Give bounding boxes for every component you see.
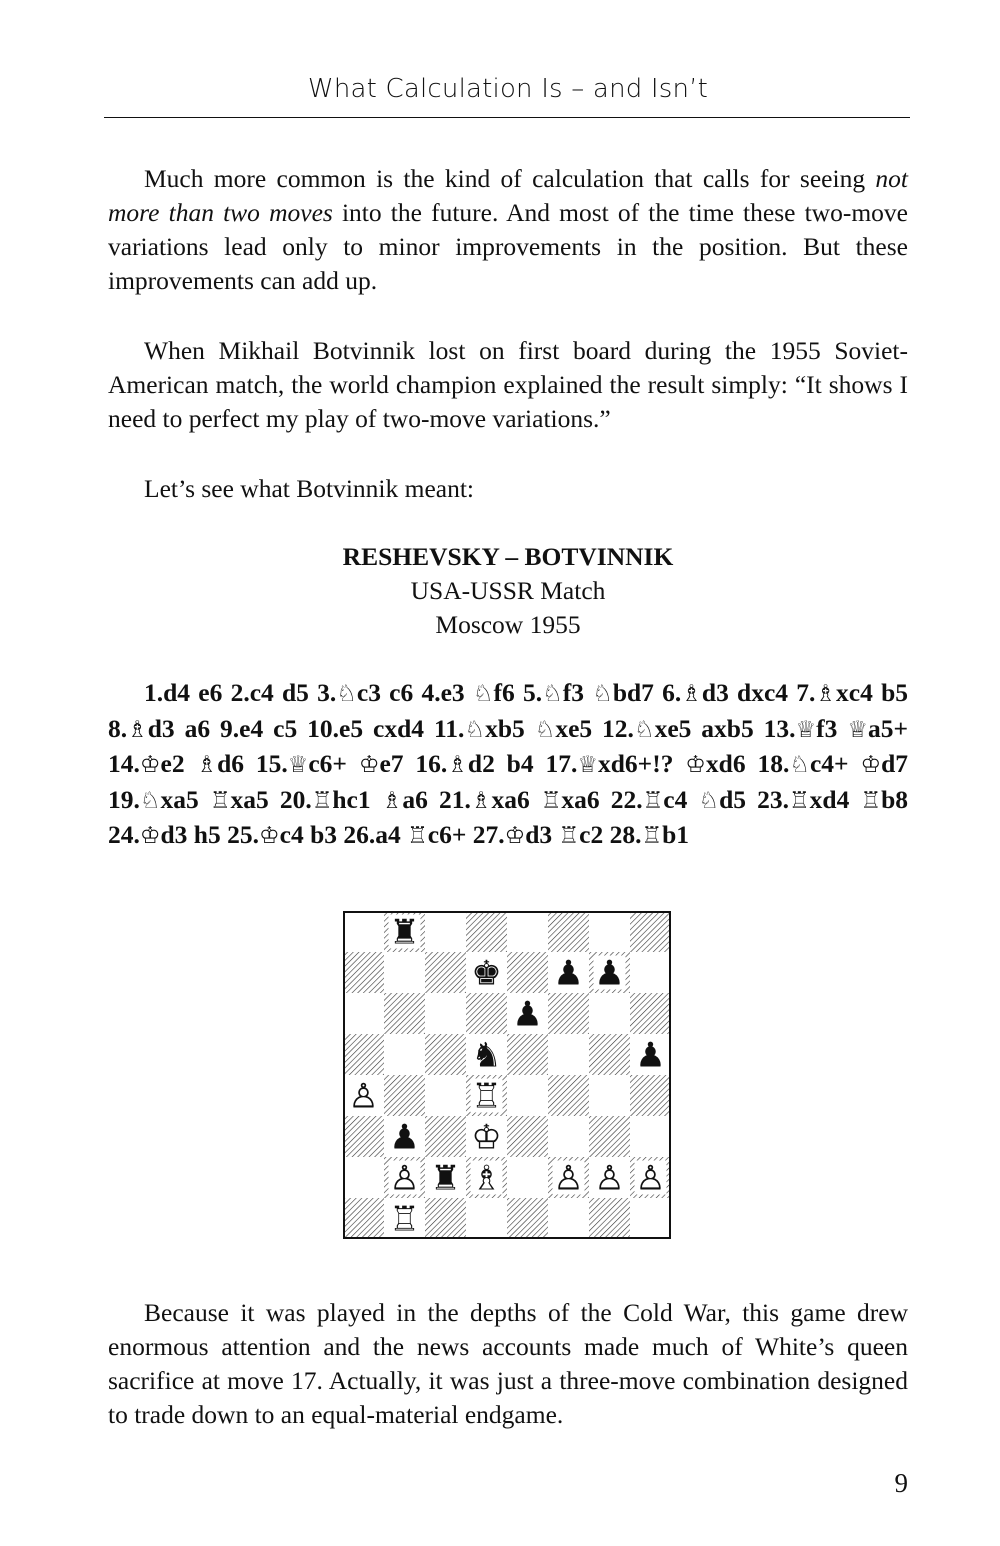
paragraph-3: Let’s see what Botvinnik meant: <box>144 474 475 503</box>
figurine-icon: ♕ <box>847 716 868 743</box>
light-square <box>630 952 671 993</box>
paragraph-1-emphasis: not more than two moves <box>108 164 908 227</box>
figurine-icon: ♖ <box>407 823 428 849</box>
chess-piece-f2: ♙ <box>553 1158 584 1199</box>
light-square <box>507 911 548 952</box>
dark-square <box>384 1075 425 1116</box>
figurine-icon: ♗ <box>127 716 148 743</box>
light-square <box>589 993 630 1034</box>
chess-piece-b1: ♖ <box>389 1199 420 1239</box>
game-event: USA-USSR Match <box>410 576 606 605</box>
light-square <box>425 993 466 1034</box>
figurine-icon: ♘ <box>592 681 613 707</box>
figurine-icon: ♖ <box>558 823 580 849</box>
page-number: 9 <box>894 1468 908 1498</box>
paragraph-2: When Mikhail Botvinnik lost on first board during the 1955 Soviet-American match, the world champion explained the result simply: “It shows I need to perfect my play of two-move variations.” <box>108 336 908 433</box>
dark-square <box>507 1198 548 1239</box>
light-square <box>425 1075 466 1116</box>
figurine-icon: ♕ <box>287 752 309 778</box>
chess-piece-c2: ♜ <box>430 1158 461 1199</box>
light-square <box>589 1075 630 1116</box>
figurine-icon: ♔ <box>139 752 161 778</box>
chess-piece-b3: ♟ <box>389 1117 420 1158</box>
light-square <box>343 993 384 1034</box>
game-place: Moscow 1955 <box>435 610 581 639</box>
paragraph-1-start: Much more common is the kind of calculation that calls for seeing <box>144 164 876 193</box>
figurine-icon: ♔ <box>685 752 706 778</box>
chess-diagram <box>343 911 671 1239</box>
dark-square <box>425 1116 466 1157</box>
figurine-icon: ♗ <box>381 787 403 814</box>
dark-square <box>343 1198 384 1239</box>
figurine-icon: ♔ <box>259 823 280 849</box>
figurine-icon: ♕ <box>577 752 598 778</box>
dark-square <box>507 952 548 993</box>
figurine-icon: ♗ <box>681 681 702 707</box>
dark-square <box>507 1116 548 1157</box>
figurine-icon: ♔ <box>504 823 526 849</box>
paragraph-1-end: into the future. And most of the time these two-move variations lead only to minor improvements in the position. But these improvements can add up. <box>108 198 908 295</box>
dark-square <box>384 993 425 1034</box>
light-square <box>343 911 384 952</box>
chess-piece-h2: ♙ <box>635 1158 666 1199</box>
figurine-icon: ♖ <box>789 787 810 814</box>
light-square <box>548 1116 589 1157</box>
chess-piece-d7: ♚ <box>471 953 502 994</box>
chess-piece-g7: ♟ <box>594 953 625 994</box>
chess-piece-a4: ♙ <box>348 1076 379 1117</box>
light-square <box>384 952 425 993</box>
light-square <box>384 1034 425 1075</box>
dark-square <box>466 911 507 952</box>
chess-piece-b2: ♙ <box>389 1158 420 1199</box>
game-heading <box>108 540 908 642</box>
dark-square <box>589 1034 630 1075</box>
dark-square <box>343 1034 384 1075</box>
figurine-icon: ♖ <box>860 787 882 814</box>
light-square <box>548 1198 589 1239</box>
figurine-icon: ♘ <box>534 716 556 743</box>
header-rule <box>104 117 910 118</box>
chess-piece-g2: ♙ <box>594 1158 625 1199</box>
figurine-icon: ♖ <box>540 787 562 814</box>
chess-piece-d4: ♖ <box>471 1076 502 1117</box>
figurine-icon: ♘ <box>464 716 486 743</box>
figurine-icon: ♔ <box>139 823 161 849</box>
figurine-icon: ♕ <box>795 716 817 743</box>
figurine-icon: ♗ <box>447 752 468 778</box>
figurine-icon: ♘ <box>542 681 563 707</box>
dark-square <box>548 1075 589 1116</box>
dark-square <box>548 911 589 952</box>
figurine-icon: ♖ <box>209 787 231 814</box>
dark-square <box>343 1116 384 1157</box>
dark-square <box>507 1034 548 1075</box>
light-square <box>630 1198 671 1239</box>
figurine-icon: ♔ <box>358 752 380 778</box>
dark-square <box>589 1198 630 1239</box>
figurine-icon: ♔ <box>860 752 882 778</box>
game-players: RESHEVSKY – BOTVINNIK <box>342 542 674 571</box>
game-moves: 1.d4 e6 2.c4 d5 3.♘c3 c6 4.e3 ♘f6 5.♘f3 ♘bd7 6.♗d3 dxc4 7.♗xc4 b5 8.♗d3 a6 9.e4 c5 10.e5 cxd4 11.♘xb5 ♘xe5 12.♘xe5 axb5 13.♕f3 ♕a5+ 14.♔e2 ♗d6 15.♕c6+ ♔e7 16.♗d2 b4 17.♕xd6+!? ♔xd6 18.♘c4+ ♔d7 19.♘xa5 ♖xa5 20.♖hc1 ♗a6 21.♗xa6 ♖xa6 22.♖c4 ♘d5 23.♖xd4 ♖b8 24.♔d3 h5 25.♔c4 b3 26.a4 ♖c6+ 27.♔d3 ♖c2 28.♖b1 <box>108 678 908 849</box>
dark-square <box>425 952 466 993</box>
chess-piece-h5: ♟ <box>635 1035 666 1076</box>
chess-piece-d2: ♗ <box>471 1158 502 1199</box>
light-square <box>466 1198 507 1239</box>
light-square <box>548 1034 589 1075</box>
dark-square <box>343 952 384 993</box>
dark-square <box>630 993 671 1034</box>
figurine-icon: ♖ <box>641 823 663 849</box>
chess-piece-d5: ♞ <box>471 1035 502 1076</box>
paragraph-1 <box>108 162 908 298</box>
figurine-icon: ♘ <box>139 787 161 814</box>
paragraph-4: Because it was played in the depths of the Cold War, this game drew enormous attention and the news accounts made much of White’s queen sacrifice at move 17. Actually, it was just a three-move combination designed to trade down to an equal-material endgame. <box>108 1298 908 1429</box>
figurine-icon: ♘ <box>633 716 655 743</box>
chess-piece-f7: ♟ <box>553 953 584 994</box>
figurine-icon: ♘ <box>789 752 810 778</box>
light-square <box>589 911 630 952</box>
chess-piece-b8: ♜ <box>389 912 420 953</box>
chess-piece-e6: ♟ <box>512 994 543 1035</box>
figurine-icon: ♗ <box>815 681 837 707</box>
figurine-icon: ♘ <box>698 787 720 814</box>
light-square <box>343 1157 384 1198</box>
figurine-icon: ♖ <box>311 787 333 814</box>
dark-square <box>425 1198 466 1239</box>
light-square <box>630 1116 671 1157</box>
dark-square <box>548 993 589 1034</box>
figurine-icon: ♖ <box>642 787 664 814</box>
chess-piece-d3: ♔ <box>471 1117 502 1158</box>
dark-square <box>630 1075 671 1116</box>
light-square <box>507 1157 548 1198</box>
dark-square <box>589 1116 630 1157</box>
running-head: What Calculation Is – and Isn’t <box>307 74 709 104</box>
dark-square <box>425 1034 466 1075</box>
light-square <box>507 1075 548 1116</box>
figurine-icon: ♘ <box>336 681 357 707</box>
dark-square <box>630 911 671 952</box>
light-square <box>425 911 466 952</box>
dark-square <box>466 993 507 1034</box>
figurine-icon: ♘ <box>472 681 494 707</box>
figurine-icon: ♗ <box>196 752 218 778</box>
figurine-icon: ♗ <box>470 787 492 814</box>
